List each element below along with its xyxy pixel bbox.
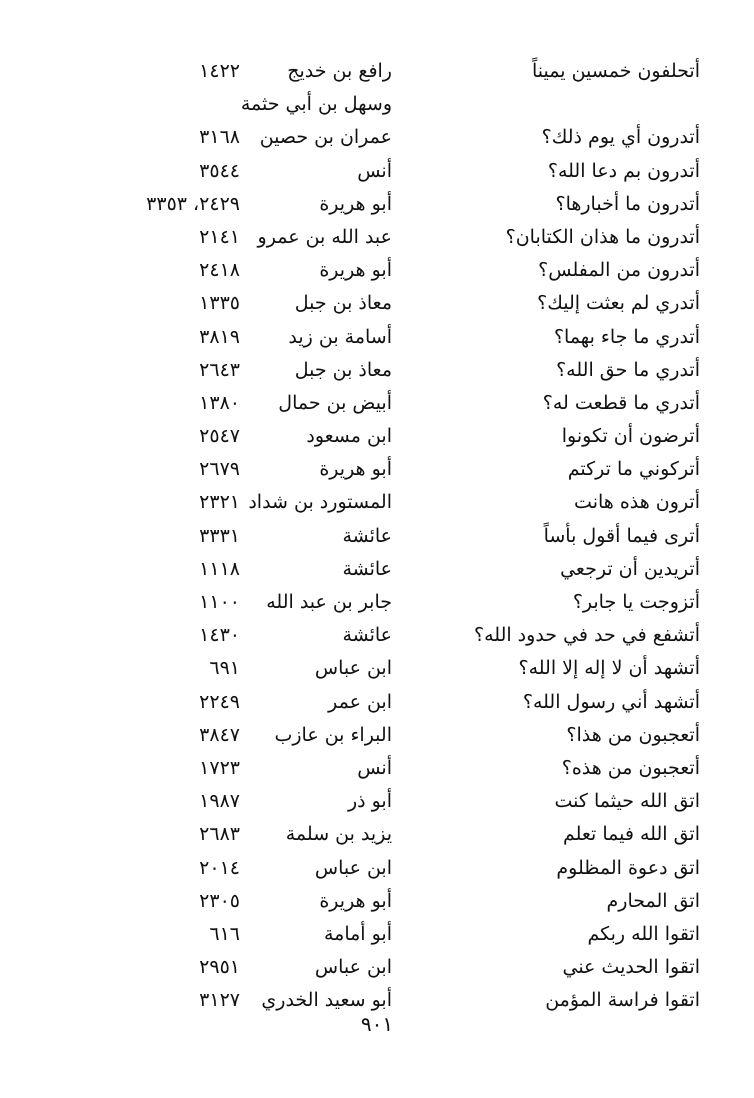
narrator-name: ابن عباس bbox=[314, 856, 392, 879]
index-row bbox=[0, 785, 754, 818]
index-row bbox=[0, 951, 754, 984]
narrator-name: أبيض بن حمال bbox=[278, 391, 392, 414]
hadith-number: ١٣٨٠ bbox=[199, 391, 240, 414]
hadith-number: ١٤٣٠ bbox=[199, 624, 240, 647]
index-row bbox=[0, 852, 754, 885]
hadith-phrase: أترى فيما أقول بأساً bbox=[543, 524, 700, 547]
index-row bbox=[0, 918, 754, 951]
index-row bbox=[0, 652, 754, 685]
hadith-phrase: أتدرون بم دعا الله؟ bbox=[547, 159, 700, 182]
narrator-name: يزيد بن سلمة bbox=[285, 823, 392, 846]
hadith-number: ٢٢٤٩ bbox=[199, 690, 240, 713]
hadith-number: ٢٣٢١ bbox=[199, 491, 240, 514]
narrator-name: أسامة بن زيد bbox=[288, 325, 392, 348]
index-row bbox=[0, 287, 754, 320]
index-row bbox=[0, 387, 754, 420]
index-row bbox=[0, 520, 754, 553]
narrator-name: ابن عباس bbox=[314, 956, 392, 979]
index-row bbox=[0, 453, 754, 486]
hadith-phrase: أتحلفون خمسين يميناً bbox=[532, 60, 700, 82]
narrator-name: أبو أمامة bbox=[323, 922, 392, 945]
index-row bbox=[0, 55, 754, 88]
narrator-name: أنس bbox=[357, 159, 392, 182]
hadith-number: ٢١٤١ bbox=[199, 225, 240, 248]
narrator-name: أنس bbox=[357, 756, 392, 779]
hadith-number: ٢٤٢٩، ٣٣٥٣ bbox=[146, 192, 240, 215]
index-row bbox=[0, 619, 754, 652]
hadith-phrase: أتريدين أن ترجعي bbox=[560, 557, 700, 580]
narrator-name: أبو هريرة bbox=[319, 889, 392, 912]
hadith-phrase: أتدري ما قطعت له؟ bbox=[542, 391, 700, 414]
hadith-phrase: اتق الله فيما تعلم bbox=[562, 823, 700, 846]
index-row bbox=[0, 121, 754, 154]
index-row bbox=[0, 486, 754, 519]
narrator-name: أبو سعيد الخدري bbox=[261, 989, 392, 1012]
hadith-number: ٢٦٨٣ bbox=[199, 823, 240, 846]
narrator-name: عائشة bbox=[342, 624, 392, 647]
hadith-number: ٢٦٧٩ bbox=[199, 458, 240, 481]
hadith-phrase: اتق دعوة المظلوم bbox=[556, 856, 700, 879]
narrator-name: أبو هريرة bbox=[319, 458, 392, 481]
narrator-name: المستورد بن شداد bbox=[248, 491, 392, 514]
hadith-phrase: اتق الله حيثما كنت bbox=[554, 790, 700, 813]
narrator-name: ابن مسعود bbox=[306, 425, 392, 448]
hadith-phrase: أتزوجت يا جابر؟ bbox=[572, 591, 700, 613]
narrator-name: عائشة bbox=[342, 524, 392, 547]
hadith-number: ٣٨٤٧ bbox=[199, 723, 240, 746]
narrator-name: عمران بن حصين bbox=[259, 126, 392, 149]
hadith-number: ٢٩٥١ bbox=[199, 956, 240, 979]
hadith-phrase: أتشهد أني رسول الله؟ bbox=[522, 690, 700, 713]
index-row bbox=[0, 885, 754, 918]
index-row bbox=[0, 188, 754, 221]
index-row bbox=[0, 719, 754, 752]
hadith-number: ٦٩١ bbox=[209, 657, 240, 680]
hadith-phrase: أتدرون ما أخبارها؟ bbox=[555, 192, 700, 215]
hadith-number: ٢٦٤٣ bbox=[199, 358, 240, 381]
hadith-phrase: اتق المحارم bbox=[606, 889, 700, 912]
hadith-phrase: أتعجبون من هذا؟ bbox=[566, 723, 700, 746]
hadith-number: ٣٥٤٤ bbox=[199, 159, 240, 182]
hadith-number: ٣٣٣١ bbox=[199, 524, 240, 547]
hadith-number: ٢٣٠٥ bbox=[199, 889, 240, 912]
hadith-index-list bbox=[0, 55, 754, 1017]
hadith-phrase: أتدري لم بعثت إليك؟ bbox=[537, 292, 700, 315]
hadith-number: ١٤٢٢ bbox=[199, 60, 240, 82]
index-row bbox=[0, 420, 754, 453]
index-row bbox=[0, 752, 754, 785]
hadith-phrase: اتقوا فراسة المؤمن bbox=[545, 989, 700, 1012]
hadith-number: ٢٥٤٧ bbox=[199, 425, 240, 448]
narrator-name: عبد الله بن عمرو bbox=[257, 225, 392, 248]
hadith-phrase: أتدرون ما هذان الكتابان؟ bbox=[505, 225, 700, 248]
hadith-phrase: أترضون أن تكونوا bbox=[561, 425, 700, 448]
hadith-phrase: أتركوني ما تركتم bbox=[567, 458, 700, 481]
hadith-number: ٢٠١٤ bbox=[199, 856, 240, 879]
narrator-name: عائشة bbox=[342, 557, 392, 580]
narrator-name: وسهل بن أبي حثمة bbox=[240, 93, 392, 116]
page-number: ٩٠١ bbox=[360, 1012, 394, 1036]
hadith-phrase: اتقوا الله ربكم bbox=[587, 922, 700, 945]
hadith-number: ١١٠٠ bbox=[199, 591, 240, 613]
index-row bbox=[0, 586, 754, 619]
hadith-number: ١٣٣٥ bbox=[199, 292, 240, 315]
hadith-phrase: أتدرون من المفلس؟ bbox=[538, 259, 700, 282]
narrator-name: معاذ بن جبل bbox=[294, 292, 392, 315]
narrator-name: معاذ بن جبل bbox=[294, 358, 392, 381]
index-row bbox=[0, 354, 754, 387]
hadith-phrase: أترون هذه هانت bbox=[574, 491, 700, 514]
narrator-name: أبو ذر bbox=[347, 790, 392, 813]
hadith-phrase: اتقوا الحديث عني bbox=[562, 956, 700, 979]
hadith-number: ٢٤١٨ bbox=[199, 259, 240, 282]
index-row bbox=[0, 221, 754, 254]
hadith-phrase: أتدري ما جاء بهما؟ bbox=[553, 325, 700, 348]
narrator-name: البراء بن عازب bbox=[274, 723, 392, 746]
hadith-phrase: أتدرون أي يوم ذلك؟ bbox=[541, 126, 700, 149]
narrator-name: أبو هريرة bbox=[319, 259, 392, 282]
index-row bbox=[0, 553, 754, 586]
narrator-name: ابن عباس bbox=[314, 657, 392, 680]
index-row bbox=[0, 686, 754, 719]
hadith-phrase: أتشهد أن لا إله إلا الله؟ bbox=[518, 657, 700, 680]
narrator-name: رافع بن خديج bbox=[287, 60, 392, 82]
index-row bbox=[0, 321, 754, 354]
hadith-number: ١٩٨٧ bbox=[199, 790, 240, 813]
narrator-name: أبو هريرة bbox=[319, 192, 392, 215]
hadith-number: ٣١٦٨ bbox=[199, 126, 240, 149]
hadith-number: ٦١٦ bbox=[209, 922, 240, 945]
index-row bbox=[0, 818, 754, 851]
hadith-phrase: أتدري ما حق الله؟ bbox=[556, 358, 700, 381]
hadith-number: ١٧٢٣ bbox=[199, 756, 240, 779]
hadith-phrase: أتعجبون من هذه؟ bbox=[561, 756, 700, 779]
hadith-number: ١١١٨ bbox=[199, 557, 240, 580]
hadith-number: ٣١٢٧ bbox=[199, 989, 240, 1012]
hadith-phrase: أتشفع في حد في حدود الله؟ bbox=[474, 624, 700, 647]
index-row bbox=[0, 155, 754, 188]
hadith-number: ٣٨١٩ bbox=[199, 325, 240, 348]
index-row bbox=[0, 88, 754, 121]
narrator-name: جابر بن عبد الله bbox=[266, 591, 392, 613]
index-row bbox=[0, 254, 754, 287]
narrator-name: ابن عمر bbox=[328, 690, 392, 713]
